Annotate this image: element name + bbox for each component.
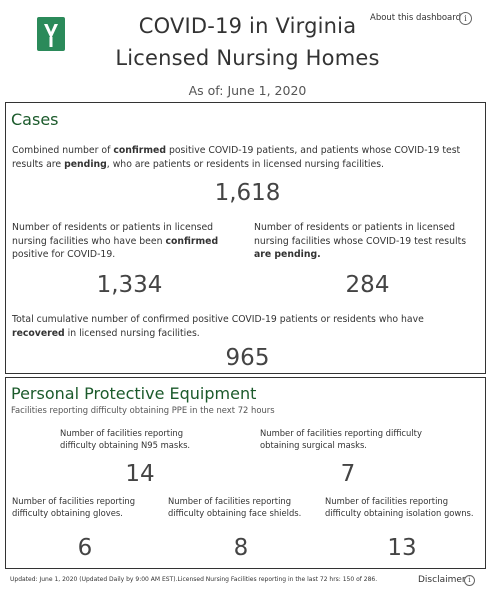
footer-updated-note: Updated: June 1, 2020 (Updated Daily by 9:00 AM EST).Licensed Nursing Facilities reporting in the last 72 hrs: 150 of 286. (10, 576, 378, 583)
combined-cases-value: 1,618 (214, 180, 281, 206)
ppe-title: Personal Protective Equipment (11, 384, 257, 403)
as-of-date: As of: June 1, 2020 (188, 83, 307, 98)
cases-title: Cases (11, 110, 59, 129)
about-dashboard-link[interactable]: About this dashboard (370, 13, 462, 23)
recovered-value: 965 (225, 345, 270, 371)
ppe-n95-value: 14 (125, 461, 155, 487)
page-title-line2: Licensed Nursing Homes (115, 46, 380, 70)
page-title-line1: COVID-19 in Virginia (138, 14, 357, 38)
confirmed-description: Number of residents or patients in licensed nursing facilities who have been confirmed positive for COVID-19. (12, 222, 219, 260)
disclaimer-link[interactable]: Disclaimer (418, 575, 466, 585)
ppe-surgical-label: Number of facilities reporting difficulty obtaining surgical masks. (260, 428, 422, 450)
ppe-gowns-value: 13 (387, 535, 417, 561)
disclaimer-info-icon[interactable]: i (464, 575, 475, 586)
ppe-surgical-value: 7 (340, 461, 356, 487)
ppe-subtitle: Facilities reporting difficulty obtaining PPE in the next 72 hours (11, 405, 275, 415)
ppe-gowns-label: Number of facilities reporting difficulty obtaining isolation gowns. (325, 496, 474, 518)
ppe-n95-label: Number of facilities reporting difficulty obtaining N95 masks. (60, 428, 191, 450)
about-info-icon[interactable]: i (459, 12, 472, 25)
ppe-gloves-label: Number of facilities reporting difficulty obtaining gloves. (12, 496, 136, 518)
pending-description: Number of residents or patients in licensed nursing facilities whose COVID-19 test results are pending. (254, 222, 467, 260)
ppe-face-shields-value: 8 (233, 535, 249, 561)
ppe-gloves-value: 6 (77, 535, 93, 561)
recovered-description: Total cumulative number of confirmed positive COVID-19 patients or residents who have recovered in licensed nursing facilities. (12, 314, 424, 339)
confirmed-cases-value: 1,334 (96, 272, 163, 298)
combined-description: Combined number of confirmed positive COVID-19 patients, and patients whose COVID-19 test results are pending, who are patients or residents in licensed nursing facilities. (12, 145, 461, 170)
pending-cases-value: 284 (345, 272, 390, 298)
ppe-face-shields-label: Number of facilities reporting difficulty obtaining face shields. (168, 496, 302, 518)
